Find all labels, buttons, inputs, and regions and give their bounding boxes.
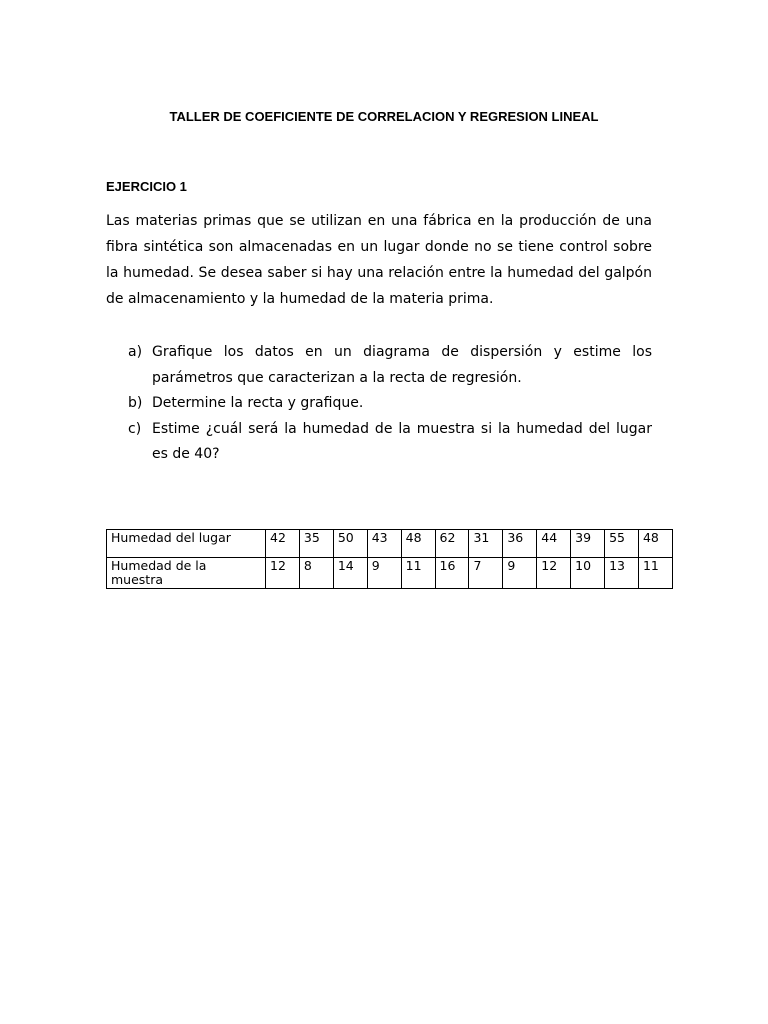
data-cell: 62 bbox=[435, 530, 469, 558]
data-cell: 12 bbox=[266, 558, 300, 589]
document-title: TALLER DE COEFICIENTE DE CORRELACION Y REGRESION LINEAL bbox=[169, 109, 599, 124]
question-marker: b) bbox=[128, 395, 143, 411]
exercise-heading: EJERCICIO 1 bbox=[106, 179, 187, 194]
question-marker: c) bbox=[128, 420, 142, 437]
exercise-paragraph: Las materias primas que se utilizan en una fábrica en la producción de una fibra sintética son almacenadas en un lugar donde no se tiene control sobre la humedad. Se desea saber si hay una relación entre la humedad del galpón de almacenamiento y la humedad de la materia prima. bbox=[106, 213, 652, 307]
data-cell: 11 bbox=[638, 558, 672, 589]
data-cell: 9 bbox=[503, 558, 537, 589]
humidity-data-table bbox=[106, 529, 673, 589]
question-item bbox=[106, 340, 652, 391]
data-cell: 16 bbox=[435, 558, 469, 589]
data-cell: 48 bbox=[638, 530, 672, 558]
data-cell: 36 bbox=[503, 530, 537, 558]
data-cell: 9 bbox=[367, 558, 401, 589]
row-header-cell: Humedad de la muestra bbox=[107, 558, 266, 589]
question-marker: a) bbox=[128, 344, 143, 360]
data-cell: 14 bbox=[333, 558, 367, 589]
question-item bbox=[106, 417, 652, 468]
data-cell: 10 bbox=[571, 558, 605, 589]
question-text: Grafique los datos en un diagrama de dispersión y estime los parámetros que caracterizan a la recta de regresión. bbox=[152, 344, 652, 386]
data-cell: 48 bbox=[401, 530, 435, 558]
data-cell: 11 bbox=[401, 558, 435, 589]
data-cell: 35 bbox=[299, 530, 333, 558]
data-cell: 12 bbox=[537, 558, 571, 589]
data-cell: 50 bbox=[333, 530, 367, 558]
row-header-cell: Humedad del lugar bbox=[107, 530, 266, 558]
data-cell: 44 bbox=[537, 530, 571, 558]
data-cell: 43 bbox=[367, 530, 401, 558]
question-list bbox=[106, 340, 652, 468]
table-row bbox=[107, 558, 673, 589]
data-cell: 39 bbox=[571, 530, 605, 558]
data-cell: 42 bbox=[266, 530, 300, 558]
question-text: Determine la recta y grafique. bbox=[152, 395, 364, 411]
data-cell: 13 bbox=[605, 558, 639, 589]
question-item bbox=[106, 391, 652, 417]
data-cell: 7 bbox=[469, 558, 503, 589]
data-cell: 31 bbox=[469, 530, 503, 558]
question-text: Estime ¿cuál será la humedad de la muestra si la humedad del lugar es de 40? bbox=[152, 420, 652, 462]
data-cell: 8 bbox=[299, 558, 333, 589]
data-cell: 55 bbox=[605, 530, 639, 558]
table-row bbox=[107, 530, 673, 558]
